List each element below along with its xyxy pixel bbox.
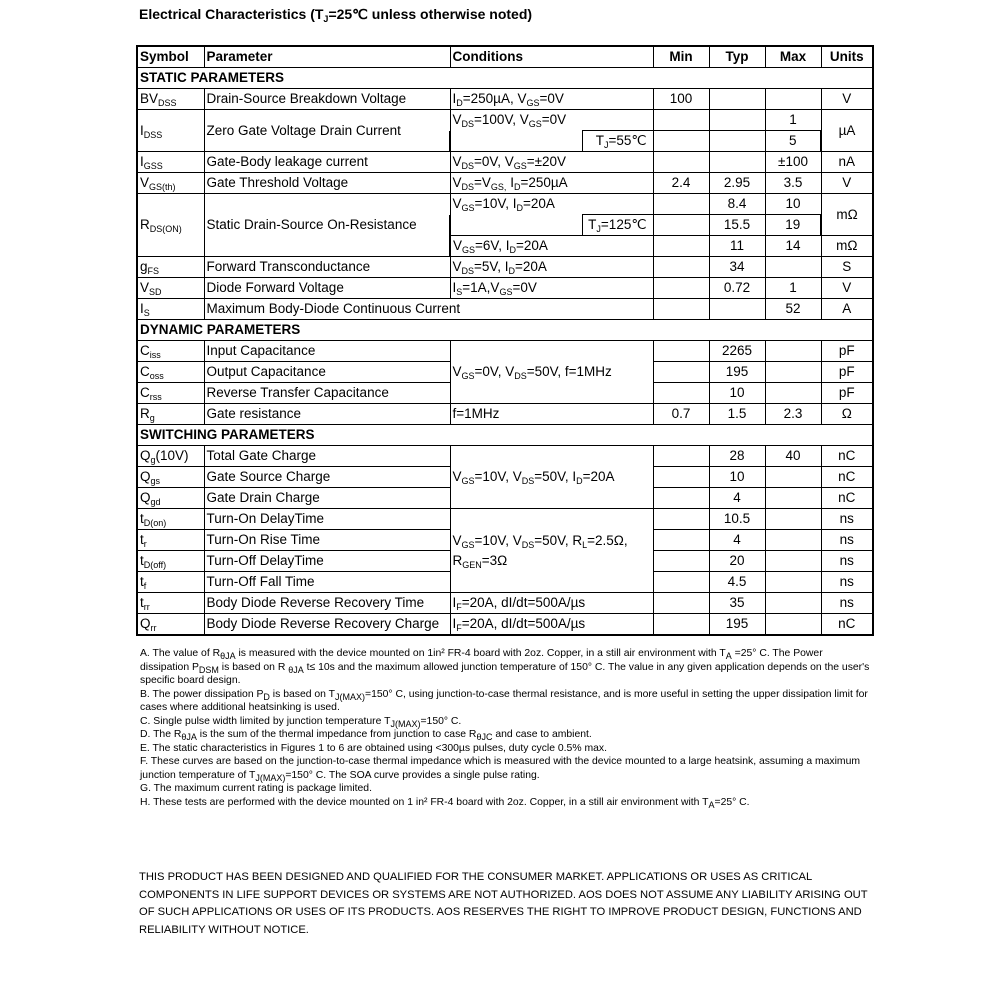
parameter: Static Drain-Source On-Resistance	[204, 194, 450, 257]
footnote: H. These tests are performed with the device mounted on 1 in² FR-4 board with 2oz. Copper, in a still air environment with $T_A=25^\circ$ C.	[140, 796, 750, 810]
table-row	[137, 341, 873, 362]
parameter: Maximum Body-Diode Continuous Current	[204, 299, 653, 320]
unit: S	[821, 257, 873, 278]
conditions: f=1MHz	[450, 404, 653, 425]
header-symbol: Symbol	[137, 46, 204, 68]
footnote: E. The static characteristics in Figures 1 to 6 are obtained using <300µs pulses, duty cycle 0.5% max.	[140, 742, 607, 754]
header-units: Units	[821, 46, 873, 68]
unit: µA	[821, 110, 873, 152]
footnote: B. The power dissipation $P_D$ is based on $T_{J(MAX)}=150^\circ$ C, using junction-to-case thermal resistance, and is more useful in setting the upper dissipation limit for cases where additional heatsinking is used.	[140, 688, 868, 713]
symbol: $g_{FS}$	[137, 257, 204, 278]
unit: mΩ	[821, 194, 873, 236]
table-row	[137, 110, 873, 131]
header-typ: Typ	[709, 46, 765, 68]
symbol: $Q_{gd}$	[137, 488, 204, 509]
typ-value: 8.4	[709, 194, 765, 215]
symbol: $Q_{rr}$	[137, 614, 204, 636]
typ-value: 20	[709, 551, 765, 572]
max-value: 5	[765, 131, 821, 152]
symbol: $t_{D(off)}$	[137, 551, 204, 572]
unit: ns	[821, 551, 873, 572]
typ-value: 28	[709, 446, 765, 467]
typ-value: 195	[709, 614, 765, 636]
max-value: 14	[765, 236, 821, 257]
symbol: $I_{GSS}$	[137, 152, 204, 173]
unit: pF	[821, 383, 873, 404]
max-value: 52	[765, 299, 821, 320]
table-row	[137, 446, 873, 467]
parameter: Body Diode Reverse Recovery Charge	[204, 614, 450, 636]
typ-value	[709, 89, 765, 110]
parameter: Gate Drain Charge	[204, 488, 450, 509]
table-row	[137, 194, 873, 215]
table-row	[137, 173, 873, 194]
parameter: Turn-Off DelayTime	[204, 551, 450, 572]
symbol: $R_g$	[137, 404, 204, 425]
unit: pF	[821, 362, 873, 383]
header-parameter: Parameter	[204, 46, 450, 68]
parameter: Gate resistance	[204, 404, 450, 425]
section-switching: SWITCHING PARAMETERS	[137, 425, 873, 446]
conditions: $V_{GS}=6V$, $I_D=20A$	[450, 236, 653, 257]
typ-value: 4.5	[709, 572, 765, 593]
typ-value: 4	[709, 530, 765, 551]
electrical-characteristics-table	[136, 45, 874, 636]
max-value: 19	[765, 215, 821, 236]
table-row	[137, 152, 873, 173]
parameter: Gate Threshold Voltage	[204, 173, 450, 194]
unit: ns	[821, 572, 873, 593]
typ-value: 1.5	[709, 404, 765, 425]
min-value: 2.4	[653, 173, 709, 194]
parameter: Output Capacitance	[204, 362, 450, 383]
symbol: $t_r$	[137, 530, 204, 551]
parameter: Drain-Source Breakdown Voltage	[204, 89, 450, 110]
parameter: Input Capacitance	[204, 341, 450, 362]
parameter: Reverse Transfer Capacitance	[204, 383, 450, 404]
unit: nC	[821, 614, 873, 636]
symbol: $I_{DSS}$	[137, 110, 204, 152]
header-conditions: Conditions	[450, 46, 653, 68]
section-static: STATIC PARAMETERS	[137, 68, 873, 89]
header-row	[137, 46, 873, 68]
table-row	[137, 299, 873, 320]
symbol: $C_{iss}$	[137, 341, 204, 362]
conditions: $V_{GS}=10V$, $V_{DS}=50V$, $R_L=2.5\Omega$, $R_{GEN}=3\Omega$	[450, 509, 653, 593]
symbol: $BV_{DSS}$	[137, 89, 204, 110]
conditions: $V_{GS}=10V$, $I_D=20A$	[450, 194, 653, 215]
max-value: 3.5	[765, 173, 821, 194]
typ-value: 15.5	[709, 215, 765, 236]
conditions: $V_{DS}=0V$, $V_{GS}=\pm 20V$	[450, 152, 653, 173]
conditions: $I_F=20A$, dI/dt=500A/µs	[450, 614, 653, 636]
header-min: Min	[653, 46, 709, 68]
disclaimer-text: THIS PRODUCT HAS BEEN DESIGNED AND QUALIFIED FOR THE CONSUMER MARKET. APPLICATIONS OR USES AS CRITICAL COMPONENTS IN LIFE SUPPORT DEVICES OR SYSTEMS ARE NOT AUTHORIZED. AOS DOES NOT ASSUME ANY LIABILITY ARISING OUT OF SUCH APPLICATIONS OR USES OF ITS PRODUCTS. AOS RESERVES THE RIGHT TO IMPROVE PRODUCT DESIGN, FUNCTIONS AND RELIABILITY WITHOUT NOTICE.	[139, 871, 868, 936]
unit: V	[821, 89, 873, 110]
max-value: 1	[765, 278, 821, 299]
typ-value: 34	[709, 257, 765, 278]
max-value: 1	[765, 110, 821, 131]
parameter: Diode Forward Voltage	[204, 278, 450, 299]
typ-value: 10	[709, 467, 765, 488]
symbol: $I_S$	[137, 299, 204, 320]
typ-value: 35	[709, 593, 765, 614]
table-row	[137, 278, 873, 299]
parameter: Zero Gate Voltage Drain Current	[204, 110, 450, 152]
footnote: G. The maximum current rating is package limited.	[140, 783, 372, 794]
unit: ns	[821, 509, 873, 530]
parameter: Gate-Body leakage current	[204, 152, 450, 173]
table-row	[137, 509, 873, 530]
typ-value: 4	[709, 488, 765, 509]
parameter: Gate Source Charge	[204, 467, 450, 488]
typ-value: 10	[709, 383, 765, 404]
footnote: D. The $R_{\theta JA}$ is the sum of the thermal impedance from junction to case $R_{\theta JC}$ and case to ambient.	[140, 729, 592, 742]
min-value: 0.7	[653, 404, 709, 425]
parameter: Total Gate Charge	[204, 446, 450, 467]
parameter: Turn-On DelayTime	[204, 509, 450, 530]
parameter: Turn-On Rise Time	[204, 530, 450, 551]
min-value: 100	[653, 89, 709, 110]
table-row	[137, 89, 873, 110]
typ-value: 10.5	[709, 509, 765, 530]
footnote: F. These curves are based on the junction-to-case thermal impedance which is measured with the device mounted to a large heatsink, assuming a maximum junction temperature of $T_{J(MAX)}=150^\circ$ C. The SOA curve provides a single pulse rating.	[140, 756, 861, 783]
typ-value: 195	[709, 362, 765, 383]
unit: mΩ	[821, 236, 873, 257]
footnote: C. Single pulse width limited by junction temperature $T_{J(MAX)}=150^\circ$ C.	[140, 715, 462, 729]
conditions: $I_S=1A,V_{GS}=0V$	[450, 278, 653, 299]
footnote: A. The value of $R_{\theta JA}$ is measured with the device mounted on 1in² FR-4 board with 2oz. Copper, in a still air environment with $T_A =25^\circ$ C. The Power dissipation $P_{DSM}$ is based on R $_{\theta JA}$ t≤ 10s and the maximum allowed junction temperature of 150° C. The value in any given application depends on the user's specific board design.	[140, 648, 870, 686]
max-value: 2.3	[765, 404, 821, 425]
unit: pF	[821, 341, 873, 362]
header-max: Max	[765, 46, 821, 68]
unit: A	[821, 299, 873, 320]
max-value: 40	[765, 446, 821, 467]
symbol: $Q_{gs}$	[137, 467, 204, 488]
unit: ns	[821, 593, 873, 614]
page-title: Electrical Characteristics ($T_J=25℃$ unless otherwise noted)	[139, 6, 533, 24]
footnotes	[140, 647, 870, 809]
symbol: $C_{rss}$	[137, 383, 204, 404]
max-value: 10	[765, 194, 821, 215]
unit: Ω	[821, 404, 873, 425]
unit: nA	[821, 152, 873, 173]
typ-value: 2.95	[709, 173, 765, 194]
unit: nC	[821, 446, 873, 467]
conditions: $I_F=20A$, dI/dt=500A/µs	[450, 593, 653, 614]
symbol: $C_{oss}$	[137, 362, 204, 383]
symbol: $V_{SD}$	[137, 278, 204, 299]
parameter: Turn-Off Fall Time	[204, 572, 450, 593]
conditions-tj: $T_J=125℃$	[582, 215, 653, 236]
conditions: $V_{DS}=100V$, $V_{GS}=0V$	[450, 110, 653, 131]
table-row	[137, 404, 873, 425]
table-row	[137, 593, 873, 614]
symbol: $t_f$	[137, 572, 204, 593]
conditions: $V_{GS}=10V$, $V_{DS}=50V$, $I_D=20A$	[450, 446, 653, 509]
unit: ns	[821, 530, 873, 551]
parameter: Forward Transconductance	[204, 257, 450, 278]
table-row	[137, 614, 873, 636]
symbol: $V_{GS(th)}$	[137, 173, 204, 194]
parameter: Body Diode Reverse Recovery Time	[204, 593, 450, 614]
conditions: $V_{DS}=V_{GS,}$ $I_D=250\mu A$	[450, 173, 653, 194]
table-row	[137, 257, 873, 278]
conditions: $V_{GS}=0V$, $V_{DS}=50V$, f=1MHz	[450, 341, 653, 404]
conditions: $V_{DS}=5V$, $I_D=20A$	[450, 257, 653, 278]
unit: nC	[821, 488, 873, 509]
typ-value: 11	[709, 236, 765, 257]
max-value: ±100	[765, 152, 821, 173]
symbol: $Q_g(10V)$	[137, 446, 204, 467]
unit: V	[821, 173, 873, 194]
max-value	[765, 89, 821, 110]
unit: nC	[821, 467, 873, 488]
typ-value: 0.72	[709, 278, 765, 299]
symbol: $t_{D(on)}$	[137, 509, 204, 530]
conditions-tj: $T_J=55℃$	[582, 131, 653, 152]
symbol: $t_{rr}$	[137, 593, 204, 614]
conditions: $I_D=250\mu A$, $V_{GS}=0V$	[450, 89, 653, 110]
typ-value: 2265	[709, 341, 765, 362]
section-dynamic: DYNAMIC PARAMETERS	[137, 320, 873, 341]
symbol: $R_{DS(ON)}$	[137, 194, 204, 257]
unit: V	[821, 278, 873, 299]
